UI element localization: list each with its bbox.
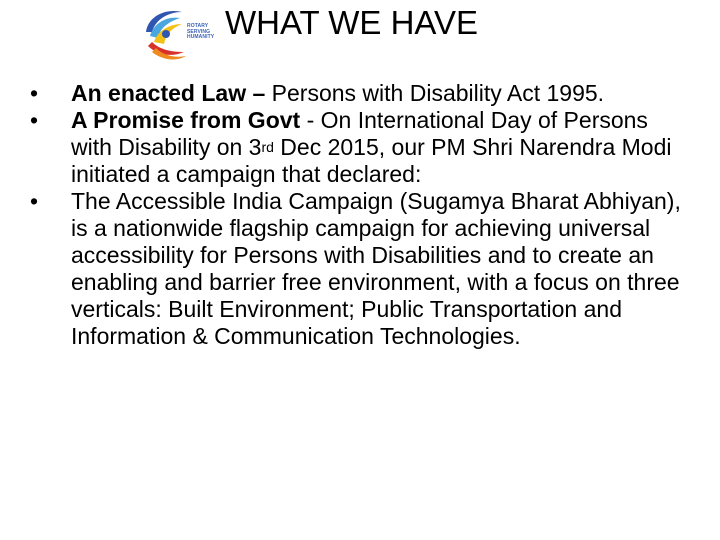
rotary-logo [140, 2, 220, 66]
bullet-item [30, 107, 690, 188]
bullet-icon: • [30, 107, 39, 133]
bullet-lead: An enacted Law – [71, 80, 266, 106]
bullet-item [30, 80, 690, 107]
bullet-lead: A Promise from Govt [71, 107, 301, 133]
bullet-icon: • [30, 80, 39, 106]
bullet-text: - On International Day of Persons with Disability on 3 [71, 107, 648, 160]
bullet-list [30, 80, 690, 350]
bullet-icon: • [30, 188, 39, 214]
logo-text-line: HUMANITY [187, 34, 215, 40]
logo-text [187, 24, 214, 41]
logo-text-line: ROTARY [187, 23, 209, 29]
logo-text-line: SERVING [187, 28, 211, 35]
bullet-text: Persons with Disability Act 1995. [265, 80, 605, 106]
bullet-text: Dec 2015, our PM Shri Narendra Modi initiated a campaign that declared: [71, 134, 672, 187]
slide-title: WHAT WE HAVE [225, 4, 479, 41]
bullet-item [30, 188, 690, 350]
bullet-text: The Accessible India Campaign (Sugamya Bharat Abhiyan), is a nationwide flagship campaign for achieving universal accessibility for Persons with Disabilities and to create an enabling and barrier free environment, with a focus on three verticals: Built Environment; Public Transportation and Information & Communication Technologies. [71, 188, 681, 349]
ordinal-suffix: rd [261, 139, 274, 155]
